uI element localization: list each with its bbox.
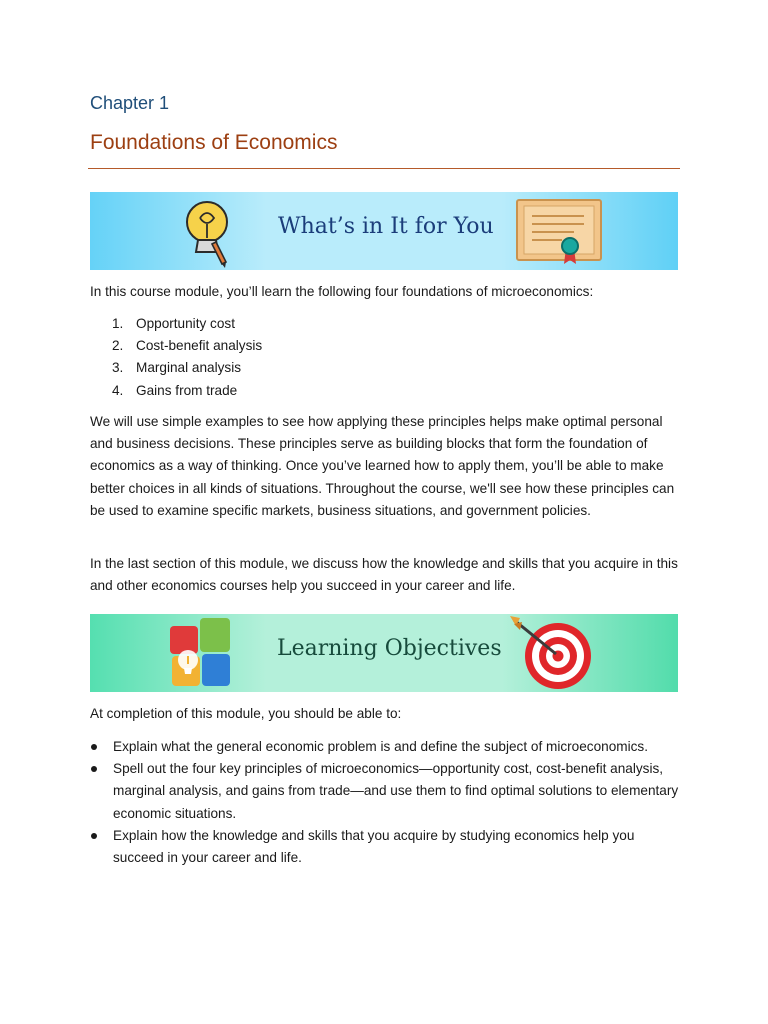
chapter-title: Foundations of Economics <box>90 131 338 154</box>
puzzle-lightbulb-icon <box>168 616 234 690</box>
list-text: Gains from trade <box>136 382 238 398</box>
objectives-lead: At completion of this module, you should be able to: <box>90 706 402 721</box>
whats-in-it-banner <box>90 192 678 270</box>
bullet-icon <box>91 744 97 750</box>
list-text: Explain what the general economic problem is and define the subject of microeconomics. <box>113 739 648 754</box>
list-item <box>90 313 650 335</box>
list-number: 3. <box>112 360 124 376</box>
list-number: 2. <box>112 338 124 354</box>
list-item <box>90 825 680 869</box>
title-divider <box>88 168 680 169</box>
learning-objectives-title: Learning Objectives <box>277 636 502 661</box>
list-number: 4. <box>112 382 124 398</box>
certificate-icon <box>514 196 604 268</box>
list-item <box>90 758 680 825</box>
bullet-icon <box>91 833 97 839</box>
list-text: Opportunity cost <box>136 316 235 331</box>
chapter-label: Chapter 1 <box>90 93 170 113</box>
list-number: 1. <box>112 316 124 331</box>
objectives-list <box>90 736 680 869</box>
list-text: Spell out the four key principles of microeconomics—opportunity cost, cost-benefit analysis, marginal analysis, and gains from trade—and use them to find optimal solutions to elementary economic situations. <box>113 761 679 821</box>
intro-closing: In the last section of this module, we discuss how the knowledge and skills that you acquire in this and other economics courses help you succeed in your career and life. <box>90 556 678 594</box>
list-text: Explain how the knowledge and skills that you acquire by studying economics help you succeed in your career and life. <box>113 827 635 866</box>
foundations-list <box>90 313 650 402</box>
target-arrow-icon <box>506 614 596 692</box>
bullet-icon <box>91 766 97 772</box>
intro-body: We will use simple examples to see how applying these principles helps make optimal personal and business decisions. These principles serve as building blocks that form the foundation of economics as a way of thinking. Once you’ve learned how to apply them, you’ll be able to make better choices in all kinds of situations. Throughout the course, we'll see how these principles can be used to examine specific markets, business situations, and government policies. <box>90 414 675 518</box>
list-text: Marginal analysis <box>136 360 242 376</box>
whats-in-it-title: What’s in It for You <box>278 214 494 239</box>
list-item <box>90 335 650 357</box>
learning-objectives-banner <box>90 614 678 692</box>
list-item <box>90 380 650 402</box>
lightbulb-pencil-icon <box>180 194 240 270</box>
intro-lead: In this course module, you’ll learn the following four foundations of microeconomics: <box>90 284 594 299</box>
list-item <box>90 736 680 758</box>
list-item <box>90 357 650 379</box>
list-text: Cost-benefit analysis <box>136 338 263 354</box>
